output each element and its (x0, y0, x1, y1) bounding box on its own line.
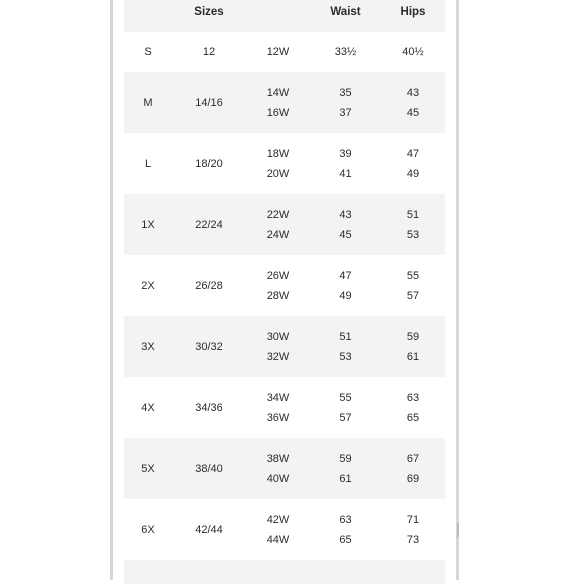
wide-size-cell (246, 499, 310, 560)
waist-cell-value: 51 (339, 330, 352, 343)
waist-cell-value: 41 (339, 167, 352, 180)
waist-cell-value: 43 (339, 208, 352, 221)
waist-cell-value: 59 (339, 452, 352, 465)
wide-size-cell-value: 28W (266, 289, 290, 302)
wide-size-cell-value: 16W (266, 106, 290, 119)
wide-size-cell-value: 22W (266, 208, 290, 221)
wide-size-cell-value: 18W (266, 147, 290, 160)
waist-cell (310, 133, 381, 194)
numeric-size-cell: 22/24 (172, 194, 246, 255)
table-row (124, 438, 445, 499)
hips-cell-value: 45 (406, 106, 420, 119)
wide-size-cell (246, 133, 310, 194)
left-frame-edge (110, 0, 113, 580)
scroll-marker (457, 523, 459, 537)
hips-cell (381, 72, 445, 133)
numeric-size-cell: 26/28 (195, 279, 223, 292)
hips-cell-value: 43 (406, 86, 420, 99)
table-header-row (124, 0, 445, 32)
waist-cell (310, 499, 381, 560)
wide-size-cell-value: 44W (266, 533, 290, 546)
size-chart-table (124, 0, 445, 584)
wide-size-cell-value: 14W (266, 86, 290, 99)
size-label-cell: M (124, 72, 172, 133)
size-label-cell: 2X (141, 279, 155, 292)
size-label-cell: 1X (124, 194, 172, 255)
wide-size-cell-value: 30W (266, 330, 290, 343)
numeric-size-cell: 38/40 (172, 438, 246, 499)
hips-cell (381, 316, 445, 377)
wide-size-cell (246, 72, 310, 133)
numeric-size-cell: 18/20 (195, 157, 223, 170)
table-row (124, 255, 445, 316)
size-label-cell: L (144, 157, 152, 170)
hips-cell-value: 53 (406, 228, 420, 241)
empty-cell (381, 560, 445, 584)
header-wide (246, 0, 310, 32)
waist-cell-value: 33½ (334, 46, 357, 58)
wide-size-cell-value: 42W (266, 513, 290, 526)
hips-cell-value: 67 (406, 452, 420, 465)
numeric-size-cell: 12 (202, 46, 216, 58)
empty-cell (172, 560, 246, 584)
wide-size-cell (246, 438, 310, 499)
wide-size-cell-value: 32W (266, 350, 290, 363)
table-row (124, 32, 445, 72)
hips-cell (381, 499, 445, 560)
size-chart (124, 0, 445, 584)
waist-cell-value: 47 (339, 269, 352, 282)
wide-size-cell-value: 40W (266, 472, 290, 485)
hips-cell-value: 71 (406, 513, 420, 526)
waist-cell (310, 438, 381, 499)
wide-size-cell-value: 26W (266, 269, 290, 282)
hips-cell-value: 57 (406, 289, 420, 302)
hips-cell (381, 377, 445, 438)
wide-size-cell-value: 24W (266, 228, 290, 241)
wide-size-cell (246, 255, 310, 316)
table-row (124, 499, 445, 560)
waist-cell-value: 65 (339, 533, 352, 546)
hips-cell-value: 49 (406, 167, 420, 180)
numeric-size-cell: 42/44 (195, 523, 223, 536)
waist-cell-value: 45 (339, 228, 352, 241)
header-hips: Hips (381, 0, 445, 32)
wide-size-cell-value: 34W (266, 391, 290, 404)
empty-cell (246, 560, 310, 584)
header-waist: Waist (310, 0, 381, 32)
table-row (124, 194, 445, 255)
hips-cell-value: 69 (406, 472, 420, 485)
hips-cell-value: 63 (406, 391, 420, 404)
waist-cell-value: 35 (339, 86, 352, 99)
waist-cell (310, 255, 381, 316)
wide-size-cell-value: 36W (266, 411, 290, 424)
waist-cell (310, 377, 381, 438)
table-row (124, 316, 445, 377)
hips-cell-value: 47 (406, 147, 420, 160)
waist-cell (310, 194, 381, 255)
waist-cell-value: 37 (339, 106, 352, 119)
numeric-size-cell: 14/16 (172, 72, 246, 133)
hips-cell (381, 32, 445, 72)
wide-size-cell (246, 194, 310, 255)
hips-cell-value: 40½ (402, 46, 424, 58)
empty-cell (124, 560, 172, 584)
size-label-cell: 5X (124, 438, 172, 499)
waist-cell (310, 316, 381, 377)
wide-size-cell (246, 32, 310, 72)
hips-cell-value: 65 (406, 411, 420, 424)
wide-size-cell (246, 316, 310, 377)
waist-cell-value: 55 (339, 391, 352, 404)
waist-cell-value: 57 (339, 411, 352, 424)
hips-cell-value: 59 (406, 330, 420, 343)
waist-cell-value: 63 (339, 513, 352, 526)
hips-cell (381, 133, 445, 194)
hips-cell-value: 61 (406, 350, 420, 363)
hips-cell-value: 73 (406, 533, 420, 546)
right-frame-edge (456, 0, 459, 580)
size-label-cell: S (144, 46, 152, 58)
numeric-size-cell: 34/36 (195, 401, 223, 414)
waist-cell-value: 39 (339, 147, 352, 160)
wide-size-cell-value: 12W (266, 46, 290, 58)
table-row-partial (124, 560, 445, 584)
waist-cell (310, 32, 381, 72)
hips-cell (381, 438, 445, 499)
numeric-size-cell: 30/32 (172, 316, 246, 377)
size-label-cell: 6X (141, 523, 155, 536)
wide-size-cell-value: 20W (266, 167, 290, 180)
header-sizes: Sizes (172, 0, 246, 32)
wide-size-cell (246, 377, 310, 438)
table-row (124, 72, 445, 133)
hips-cell-value: 55 (406, 269, 420, 282)
hips-cell-value: 51 (406, 208, 420, 221)
header-label (124, 0, 172, 32)
waist-cell-value: 61 (339, 472, 352, 485)
waist-cell (310, 72, 381, 133)
table-row (124, 133, 445, 194)
waist-cell-value: 53 (339, 350, 352, 363)
hips-cell (381, 255, 445, 316)
empty-cell (310, 560, 381, 584)
size-label-cell: 4X (141, 401, 155, 414)
hips-cell (381, 194, 445, 255)
wide-size-cell-value: 38W (266, 452, 290, 465)
table-row (124, 377, 445, 438)
waist-cell-value: 49 (339, 289, 352, 302)
size-label-cell: 3X (124, 316, 172, 377)
